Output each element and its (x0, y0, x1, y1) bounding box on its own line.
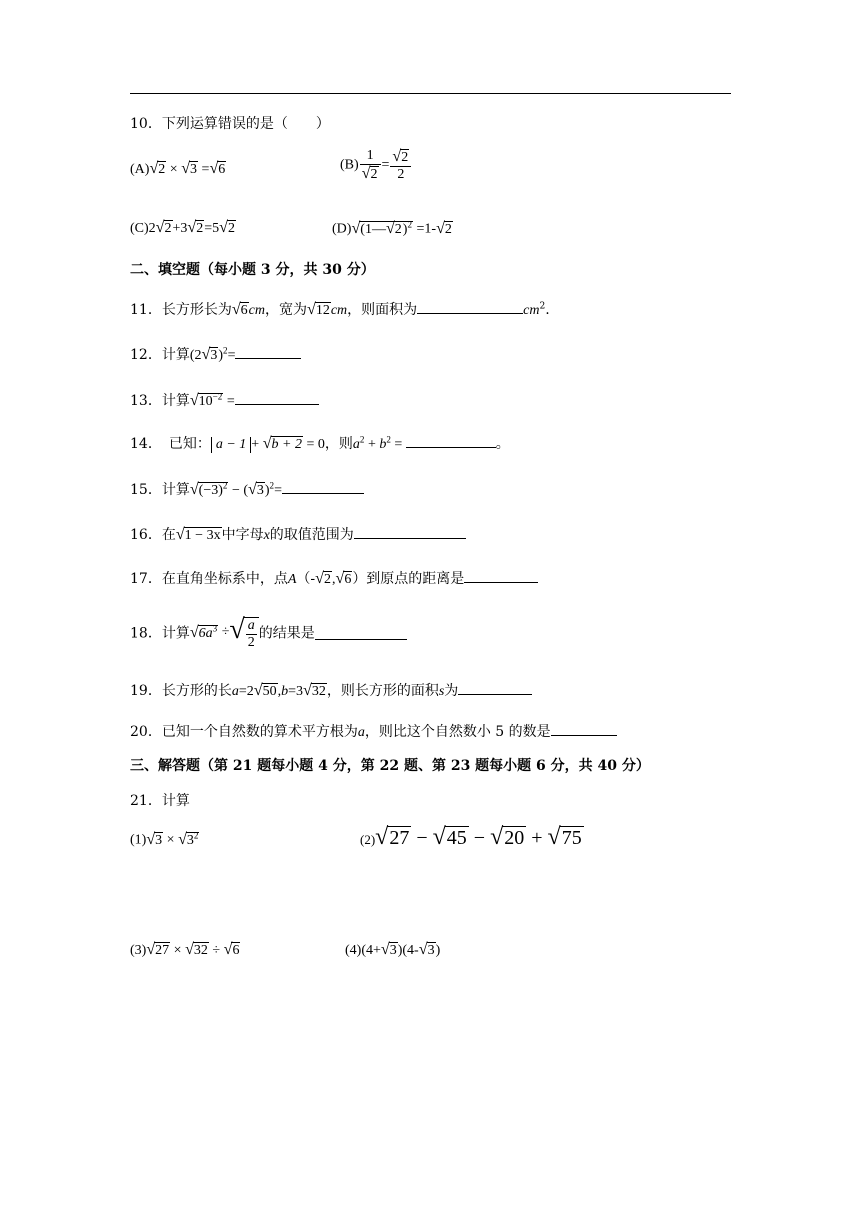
equals-term: =5 (204, 221, 220, 236)
answer-blank[interactable] (282, 479, 364, 494)
question-18: 18．计算$√6a^3$ ÷√ $\frac{a}{2}$ 的结果是 (130, 614, 407, 651)
option-d-label: (D) (332, 221, 352, 237)
sqrt-term: √2 (219, 219, 236, 236)
sqrt-term: √(1—√2)$^2$ (351, 219, 413, 237)
question-20: 20．已知一个自然数的算术平方根为a，则比这个自然数小 5 的数是 (130, 721, 617, 741)
answer-blank[interactable] (551, 721, 617, 736)
section-2-title: 二、填空题（每小题 3 分，共 30 分） (130, 262, 375, 278)
fraction: $\frac{√2}{2}$ (390, 148, 411, 183)
equals-term: =1- (413, 221, 437, 237)
question-13: 13．计算$√10^{-2}$ = (130, 390, 319, 410)
header-rule (130, 93, 731, 94)
option-c-label: (C) (130, 221, 149, 236)
answer-blank[interactable] (235, 344, 301, 359)
coefficient: 2 (148, 221, 156, 236)
question-16: 16．在√1 − 3x中字母x的取值范围为 (130, 524, 466, 544)
question-17: 17．在直角坐标系中，点A（-√2,√6）到原点的距离是 (130, 568, 538, 588)
question-10-option-b (340, 148, 412, 183)
question-10-option-d (332, 219, 453, 238)
sqrt-term: √3 (181, 160, 198, 177)
question-10-stem: 10．下列运算错误的是（ ） (130, 116, 330, 132)
question-10-option-a (130, 160, 226, 178)
question-15: 15．计算$√(-3)^2 - (√3)^2=$ (130, 479, 364, 499)
question-21-stem: 21．计算 (130, 793, 190, 809)
plus-term: +3 (172, 221, 188, 236)
section-3-title: 三、解答题（第 21 题每小题 4 分，第 22 题、第 23 题每小题 6 分，共 40 分） (130, 758, 650, 774)
answer-blank[interactable] (235, 390, 319, 405)
sqrt-term: √2 (187, 219, 204, 236)
answer-blank[interactable] (354, 524, 466, 539)
question-21-part-4: (4)(4+√3)(4-√3) (345, 941, 441, 958)
sqrt-term: √2 (149, 160, 166, 177)
question-21-part-2: (2)√27 − √45 − √20 + √75 (360, 824, 582, 850)
equals-sign: = (381, 157, 390, 173)
question-10-option-c (130, 219, 236, 237)
fraction: $\frac{1}{√2}$ (360, 148, 381, 183)
question-12: 12．计算$(2√3)^2=$ (130, 344, 301, 364)
answer-blank[interactable] (406, 433, 496, 448)
absolute-value: a − 1 (211, 437, 251, 453)
question-21-part-1: $(1)√3 \times √3^2$ (130, 830, 199, 848)
sqrt-term: √2 (155, 219, 172, 236)
sqrt-term: √6 (209, 160, 226, 177)
question-21-part-3: (3)√27 × √32 ÷ √6 (130, 941, 240, 958)
option-b-label: (B) (340, 157, 359, 173)
question-14: 14． 已知： a − 1 + √b + 2 = 0，则$a^2 + b^2$ = 。 (130, 434, 510, 452)
answer-blank[interactable] (315, 625, 407, 640)
question-19: 19．长方形的长a=2√50,b=3√32，则长方形的面积s为 (130, 680, 532, 700)
question-11: 11．长方形长为√6cm，宽为√12cm，则面积为 $cm^2$. (130, 301, 550, 318)
sqrt-term: √2 (436, 219, 452, 237)
times-sign: × (169, 162, 178, 177)
answer-blank[interactable] (417, 299, 523, 314)
answer-blank[interactable] (464, 568, 538, 583)
equals-sign: = (201, 162, 210, 177)
answer-blank[interactable] (458, 680, 532, 695)
option-a-label: (A) (130, 162, 150, 177)
